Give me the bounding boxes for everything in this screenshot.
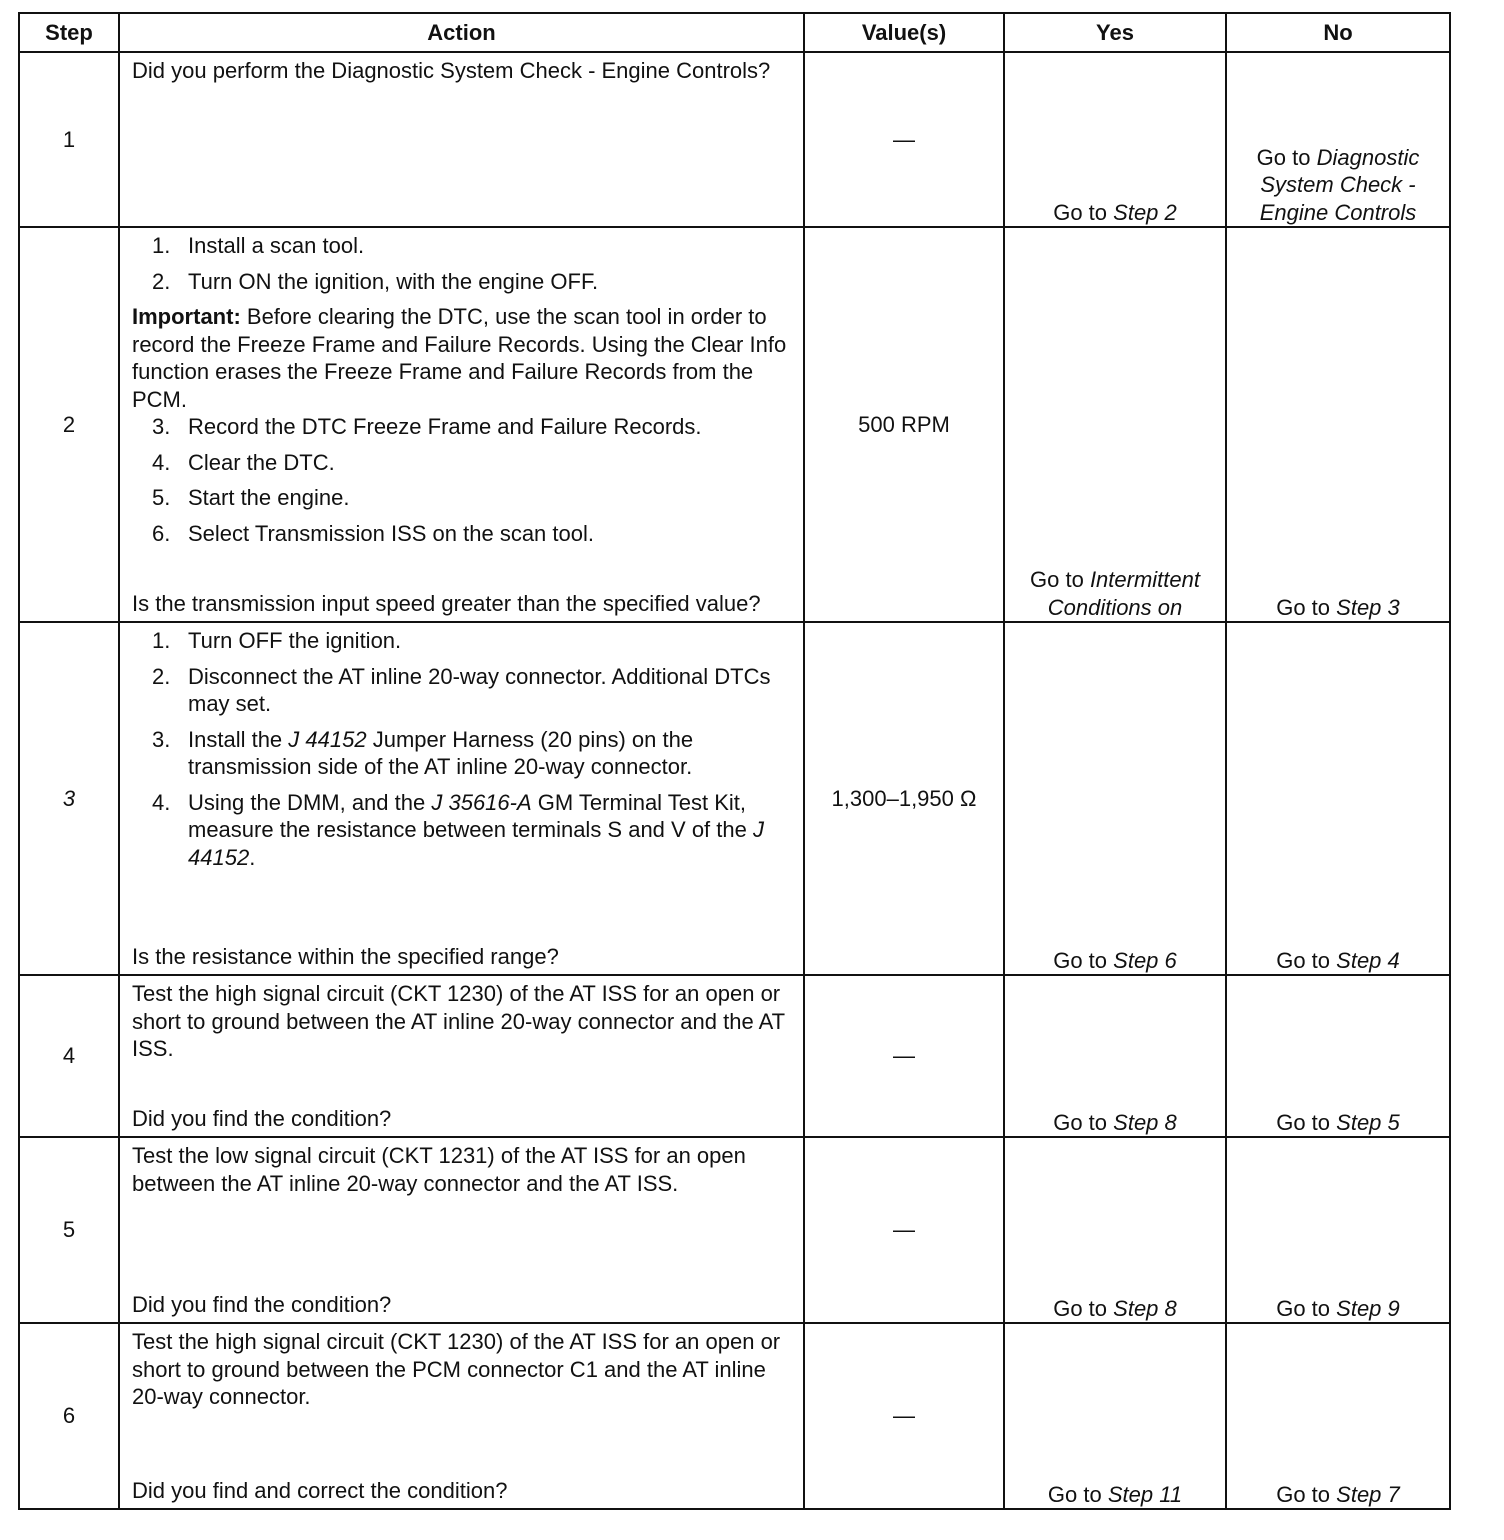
list-item: 1. Install a scan tool. — [152, 233, 365, 258]
action-text: Test the low signal circuit (CKT 1231) of the AT ISS for an open between the AT inline 20-way connector and the AT ISS. — [132, 1143, 746, 1196]
action-text: Test the high signal circuit (CKT 1230) of the AT ISS for an open or short to ground between the AT inline 20-way connector and the AT ISS. — [132, 981, 785, 1061]
list-item: 4. Clear the DTC. — [152, 449, 335, 475]
action-text: Did you perform the Diagnostic System Check - Engine Controls? — [132, 58, 771, 83]
yes-cell — [1004, 1323, 1226, 1509]
no-link[interactable]: Step 9 — [1336, 1295, 1400, 1321]
header-yes: Yes — [1004, 13, 1226, 52]
table-row-step-6 — [19, 1323, 1450, 1509]
tool-ref: J 44152 — [188, 817, 764, 870]
important-note: Important: Before clearing the DTC, use the scan tool in order to record the Freeze Frame and Failure Records. Using the Clear Info function erases the Freeze Frame and Failure Records from the PCM. — [132, 304, 787, 412]
step-number: 3 — [19, 622, 119, 975]
question-text: Did you find the condition? — [132, 1105, 392, 1131]
action-text: Test the high signal circuit (CKT 1230) of the AT ISS for an open or short to ground between the PCM connector C1 and the AT inline 20-way connector. — [132, 1329, 781, 1409]
yes-cell — [1004, 227, 1226, 622]
value-cell: — — [804, 52, 1004, 227]
header-no: No — [1226, 13, 1450, 52]
step-number: 5 — [19, 1137, 119, 1323]
yes-cell — [1004, 622, 1226, 975]
no-prefix: Go to — [1276, 1481, 1331, 1507]
yes-link[interactable]: Intermittent Conditions on — [1047, 567, 1200, 620]
list-item: 5. Start the engine. — [152, 485, 350, 510]
header-row — [19, 13, 1450, 52]
question-text: Is the resistance within the specified range? — [132, 943, 559, 969]
header-step: Step — [19, 13, 119, 52]
table-row-step-3 — [19, 622, 1450, 975]
list-item: 4. Using the DMM, and the J 35616-A GM Terminal Test Kit, measure the resistance between terminals S and V of the J 44152. — [152, 789, 764, 870]
no-prefix: Go to — [1276, 594, 1331, 620]
question-text: Did you find and correct the condition? — [132, 1477, 508, 1503]
no-cell — [1226, 1137, 1450, 1323]
yes-link[interactable]: Step 11 — [1107, 1481, 1183, 1507]
value-cell: — — [804, 1137, 1004, 1323]
no-cell — [1226, 975, 1450, 1137]
no-link[interactable]: Step 4 — [1336, 947, 1400, 973]
list-item: 2. Disconnect the AT inline 20-way connector. Additional DTCs may set. — [152, 663, 771, 716]
no-link[interactable]: Step 5 — [1336, 1109, 1400, 1135]
no-cell — [1226, 52, 1450, 227]
yes-link[interactable]: Step 6 — [1113, 947, 1177, 973]
diagnostic-table — [18, 12, 1451, 1510]
value-cell: 500 RPM — [804, 227, 1004, 622]
value-cell: — — [804, 975, 1004, 1137]
no-prefix: Go to — [1276, 1109, 1331, 1135]
step-number: 1 — [19, 52, 119, 227]
tool-ref: J 44152 — [288, 726, 367, 752]
action-cell — [119, 622, 804, 975]
tool-ref: J 35616-A — [431, 789, 532, 815]
action-cell — [119, 227, 804, 622]
yes-cell — [1004, 975, 1226, 1137]
no-prefix: Go to — [1276, 1295, 1331, 1321]
yes-cell — [1004, 1137, 1226, 1323]
yes-prefix: Go to — [1053, 1109, 1108, 1135]
yes-cell — [1004, 52, 1226, 227]
no-cell — [1226, 1323, 1450, 1509]
list-item: 3. Install the J 44152 Jumper Harness (20 pins) on the transmission side of the AT inline 20-way connector. — [152, 726, 694, 779]
header-action: Action — [119, 13, 804, 52]
action-cell — [119, 975, 804, 1137]
yes-prefix: Go to — [1047, 1481, 1102, 1507]
action-cell — [119, 1323, 804, 1509]
value-cell: 1,300–1,950 Ω — [804, 622, 1004, 975]
yes-link[interactable]: Step 2 — [1113, 199, 1177, 225]
list-item: 6. Select Transmission ISS on the scan tool. — [152, 520, 594, 546]
no-cell — [1226, 622, 1450, 975]
step-number: 4 — [19, 975, 119, 1137]
table-row-step-2 — [19, 227, 1450, 622]
value-cell: — — [804, 1323, 1004, 1509]
question-text: Did you find the condition? — [132, 1291, 392, 1317]
yes-link[interactable]: Step 8 — [1113, 1295, 1177, 1321]
table-row-step-1 — [19, 52, 1450, 227]
yes-prefix: Go to — [1030, 567, 1084, 592]
list-item: 3. Record the DTC Freeze Frame and Failure Records. — [152, 414, 702, 439]
table-row-step-5 — [19, 1137, 1450, 1323]
no-link[interactable]: Diagnostic System Check - Engine Controls — [1259, 144, 1420, 225]
action-cell — [119, 52, 804, 227]
step-number: 6 — [19, 1323, 119, 1509]
no-link[interactable]: Step 7 — [1336, 1481, 1400, 1507]
table-row-step-4 — [19, 975, 1450, 1137]
yes-link[interactable]: Step 8 — [1113, 1109, 1177, 1135]
yes-prefix: Go to — [1053, 199, 1108, 225]
question-text: Is the transmission input speed greater than the specified value? — [132, 590, 761, 616]
list-item: 2. Turn ON the ignition, with the engine OFF. — [152, 268, 599, 294]
step-number: 2 — [19, 227, 119, 622]
no-cell — [1226, 227, 1450, 622]
no-link[interactable]: Step 3 — [1336, 594, 1400, 620]
yes-prefix: Go to — [1053, 947, 1108, 973]
no-prefix: Go to — [1256, 144, 1311, 170]
action-cell — [119, 1137, 804, 1323]
yes-prefix: Go to — [1053, 1295, 1108, 1321]
list-item: 1. Turn OFF the ignition. — [152, 628, 402, 653]
no-prefix: Go to — [1276, 947, 1331, 973]
header-values: Value(s) — [804, 13, 1004, 52]
